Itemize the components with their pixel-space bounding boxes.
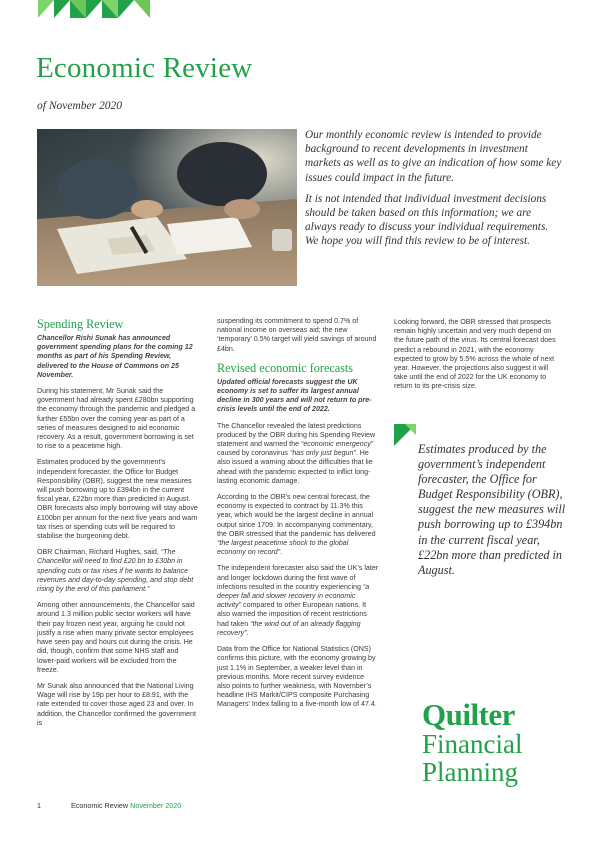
paragraph: Among other announcements, the Chancellor said around 1.3 million public sector workers will have their pay frozen next year, arguing he could not justify a rise when many private sector employees have seen pay and hours cut during the crisis. He did, though, confirm that some NHS staff and lower-paid workers will be excluded from the freeze.	[37, 601, 195, 674]
page-title: Economic Review	[36, 52, 253, 84]
section-heading-spending-review: Spending Review	[37, 317, 124, 331]
paragraph	[217, 493, 379, 557]
logo-line: Quilter	[422, 697, 515, 732]
quote-run: “economic emergency”	[301, 440, 374, 449]
column-3	[394, 318, 556, 399]
quote-run: “has only just begun”	[289, 449, 356, 458]
paragraph	[217, 422, 379, 486]
footer-month: November 2020	[130, 801, 182, 810]
intro-text	[305, 128, 563, 256]
text-run: compared to other European nations. It also warned the imposition of recent restrictions had taken	[217, 601, 367, 628]
intro-paragraph: Our monthly economic review is intended to provide background to recent developments in investment markets as well as to give an indication of how some key issues could impact in the future.	[305, 129, 562, 184]
paragraph	[37, 548, 199, 594]
paragraph: Mr Sunak also announced that the National Living Wage will rise by 19p per hour to £8.91, with the rate extended to cover those aged 23 and over. In addition, the Chancellor confirmed the government is	[37, 681, 196, 727]
paragraph: During his statement, Mr Sunak said the government had already spent £280bn supporting the economy through the pandemic and pledged a further £55bn over the coming year as part of a series of measures designed to aid economic recovery. As a result, government borrowing is set to rise to a peacetime high.	[37, 387, 196, 451]
text-run: The independent forecaster also said the UK’s later and longer lockdown during the first wave of infections resulted in the country experiencing	[217, 564, 379, 591]
column-1	[37, 317, 199, 735]
quote-run: “the largest peacetime shock to the global economy on record”	[217, 539, 349, 557]
quote-decoration-icon	[394, 424, 416, 446]
header-decoration	[38, 0, 150, 18]
intro-paragraph: It is not intended that individual investment decisions should be taken based on this information; we are always ready to discuss your individual requirements. We hope you will find this review to be of interest.	[305, 192, 549, 248]
text-run: .	[280, 548, 283, 557]
logo-line: Planning	[422, 757, 519, 787]
page-footer	[37, 801, 181, 810]
paragraph: Looking forward, the OBR stressed that prospects remain highly uncertain and very much depend on the future path of the virus. Its central forecast does predict a rebound in 2021, with the economy expected to grow by 5.5% across the whole of next year. However, the projections also suggest it will take until the end of 2022 for the UK economy to return to its pre-crisis size.	[394, 318, 556, 391]
page-subtitle: of November 2020	[37, 100, 122, 112]
text-run: The Chancellor revealed the latest predictions produced by the OBR during his Spending Review statement and warned the	[217, 421, 376, 449]
text-run: OBR Chairman, Richard Hughes, said,	[37, 548, 161, 557]
text-run: caused by coronavirus	[217, 449, 290, 458]
paragraph: Data from the Office for National Statistics (ONS) confirms this picture, with the economy growing by just 1.1% in September, a weaker level than in previous months. More recent survey evidence also points to further weakness, with November’s headline IHS Markit/CIPS composite Purchasing Managers’ Index falling to a five-month low of 47.4.	[217, 645, 377, 709]
quote-run: “a deeper fall and slower recovery in economic activity”	[217, 582, 370, 610]
column-2	[217, 317, 379, 717]
text-run: .	[246, 628, 249, 637]
quote-run: “The Chancellor will need to find £20 bn to £30bn in spending cuts or tax rises if he wants to balance revenues and day-to-day spending, and stop debt rising by the end of this parliament.”	[37, 548, 194, 594]
footer-title: Economic Review	[71, 801, 129, 810]
text-run: According to the OBR’s new central forecast, the economy is expected to contract by 11.3% this year, which would be the largest decline in annual output since 1709. In accompanying commentary, the OBR stressed that the pandemic has delivered	[217, 493, 376, 538]
hero-photo	[37, 129, 297, 286]
pull-quote: Estimates produced by the government’s independent forecaster, the Office for Budget Responsibility (OBR), suggest the new measures will push borrowing up to £394bn in the current fiscal year, £22bn more than predicted in August.	[418, 442, 566, 577]
section-lead: Updated official forecasts suggest the UK economy is set to suffer its largest annual decline in 300 years and will not return to pre-crisis levels until the end of 2022.	[217, 377, 372, 414]
quote-run: “the wind out of an already flagging recovery”	[217, 619, 361, 637]
paragraph: Estimates produced by the government’s independent forecaster, the Office for Budget Responsibility (OBR), suggest the new measures will push borrowing up to £394bn in the current fiscal year, £22bn more than predicted in August. OBR forecasts also imply borrowing will stay above £100bn per annum for the next five years and warn tax rises or spending cuts will be required to stabilise the burgeoning debt.	[37, 458, 198, 541]
paragraph	[217, 564, 379, 638]
section-heading-revised-forecasts: Revised economic forecasts	[217, 360, 354, 375]
quilter-logo	[422, 697, 523, 787]
page-number: 1	[37, 801, 41, 810]
logo-line: Financial	[422, 729, 523, 759]
text-run: . He also issued a warning about the difficulties that lie ahead with the pandemic expected to inflict long-lasting economic damage.	[217, 449, 373, 485]
paragraph: suspending its commitment to spend 0.7% of national income on overseas aid; the new ‘temporary’ 0.5% target will yield savings of around £4bn.	[217, 317, 377, 353]
section-lead: Chancellor Rishi Sunak has announced government spending plans for the coming 12 months as part of his Spending Review, delivered to the House of Commons on 25 November.	[37, 334, 193, 379]
